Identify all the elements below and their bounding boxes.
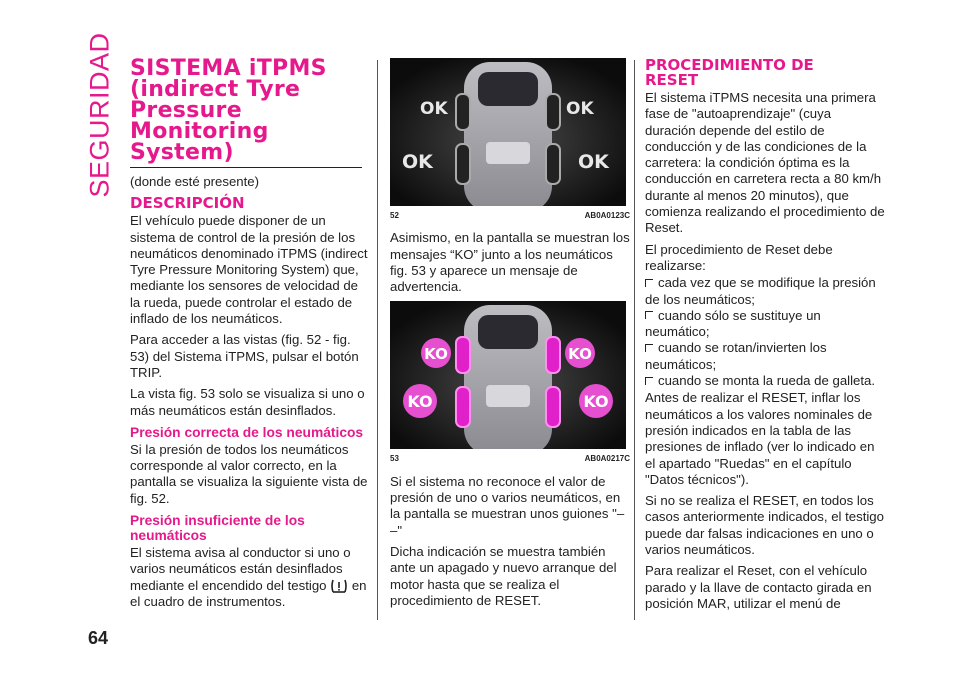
correct-pressure-heading: Presión correcta de los neumáticos xyxy=(130,424,364,440)
figure-52 xyxy=(390,58,626,206)
section-tab-label: SEGURIDAD xyxy=(84,32,115,198)
list-item-text: cuando se monta la rueda de galleta. xyxy=(658,373,876,389)
car-top-view-ko xyxy=(390,301,626,449)
column-divider xyxy=(377,60,378,620)
column-1 xyxy=(130,58,370,615)
wheel-deflated xyxy=(546,387,560,427)
figure-53 xyxy=(390,301,626,449)
page-title xyxy=(130,58,370,163)
description-heading: DESCRIPCIÓN xyxy=(130,194,245,213)
description-paragraph: La vista fig. 53 solo se visualiza si uno o más neumáticos están desinflados. xyxy=(130,386,365,418)
tyre-status-label: OK xyxy=(420,99,448,119)
tyre-status-label: KO xyxy=(568,345,592,364)
list-item xyxy=(645,275,885,308)
tyre-status-label: OK xyxy=(402,151,433,173)
wheel xyxy=(546,144,560,184)
figure-caption xyxy=(390,451,630,467)
paragraph-text: El sistema avisa al conductor si uno o varios neumáticos están desinflados mediante el encendido del testigo xyxy=(130,545,351,593)
correct-pressure-paragraph: Si la presión de todos los neumáticos corresponde al valor correcto, en la pantalla se visualiza la siguiente vista de fig. 52. xyxy=(130,441,368,506)
figure-number: 52 xyxy=(390,211,399,220)
bullet-icon xyxy=(645,377,653,385)
body-paragraph: Si el sistema no reconoce el valor de presión de uno o varios neumáticos, en la pantalla se muestran unos guiones "– –" xyxy=(390,473,625,538)
tyre-pressure-warning-icon xyxy=(330,578,348,594)
column-3 xyxy=(645,58,885,617)
heading-line: PROCEDIMIENTO DE xyxy=(645,56,814,74)
wheel-deflated xyxy=(546,337,560,373)
body-paragraph: Si no se realiza el RESET, en todos los casos anteriormente indicados, el testigo puede dar falsas indicaciones en uno o varios neumáticos. xyxy=(645,493,884,558)
list-item xyxy=(645,373,885,389)
license-plate xyxy=(486,142,530,164)
bullet-icon xyxy=(645,311,653,319)
list-item xyxy=(645,340,885,373)
bullet-icon xyxy=(645,279,653,287)
figure-code: AB0A0123C xyxy=(584,211,630,220)
body-paragraph: Dicha indicación se muestra también ante un apagado y nuevo arranque del motor hasta que se realiza el procedimiento de RESET. xyxy=(390,543,617,608)
tyre-status-label: KO xyxy=(583,392,609,412)
paragraph-text: en el cuadro de instrumentos. xyxy=(130,577,367,610)
list-item xyxy=(645,308,885,341)
car-top-view-ok xyxy=(390,58,626,206)
insufficient-pressure-paragraph xyxy=(130,545,370,610)
page-number: 64 xyxy=(88,628,109,648)
body-paragraph: El procedimiento de Reset debe realizarse: xyxy=(645,241,833,273)
heading-line: RESET xyxy=(645,71,699,89)
rear-window xyxy=(478,315,538,349)
tyre-status-label: OK xyxy=(578,151,609,173)
insufficient-pressure-heading: Presión insuficiente de los neumáticos xyxy=(130,513,305,544)
body-paragraph: Asimismo, en la pantalla se muestran los mensajes “KO” junto a los neumáticos fig. 53 y aparece un mensaje de advertencia. xyxy=(390,230,630,295)
description-paragraph: El vehículo puede disponer de un sistema de control de la presión de los neumáticos denominado iTPMS (indirect Tyre Pressure Monitoring System) que, mediante los sensores de velocidad de la rueda, puede controlar el estado de inflado de los neumáticos. xyxy=(130,213,368,327)
title-line: (indirect Tyre xyxy=(130,77,301,102)
list-item-text: cada vez que se modifique la presión de los neumáticos; xyxy=(645,275,876,307)
license-plate xyxy=(486,385,530,407)
wheel xyxy=(456,144,470,184)
title-line: Monitoring System) xyxy=(130,119,269,165)
figure-number: 53 xyxy=(390,454,399,464)
body-paragraph: El sistema iTPMS necesita una primera fase de "autoaprendizaje" (cuya duración depende del estilo de conducción y de las condiciones de la carretera: la condición óptima es la conducción en carretera recta a 80 km/h durante al menos 20 minutos), que comienza realizando el procedimiento de Reset. xyxy=(645,90,885,236)
column-2 xyxy=(390,58,630,614)
wheel-deflated xyxy=(456,337,470,373)
description-paragraph: Para acceder a las vistas (fig. 52 - fig. 53) del Sistema iTPMS, pulsar el botón TRIP. xyxy=(130,332,359,380)
wheel xyxy=(546,94,560,130)
reset-heading xyxy=(645,58,885,88)
tyre-status-label: KO xyxy=(407,392,433,412)
bullet-icon xyxy=(645,344,653,352)
tyre-status-label: OK xyxy=(566,99,594,119)
title-underline xyxy=(130,167,362,168)
wheel xyxy=(456,94,470,130)
tyre-status-label: KO xyxy=(424,345,448,364)
list-item-text: cuando se rotan/invierten los neumáticos; xyxy=(645,340,827,372)
figure-code: AB0A0217C xyxy=(584,454,630,464)
title-line: Pressure xyxy=(130,98,242,123)
body-paragraph: Antes de realizar el RESET, inflar los neumáticos a los valores nominales de presión indicados en la tabla de las presiones de inflado (ver lo indicado en el apartado "Ruedas" en el capítulo "Datos técnicos"). xyxy=(645,390,875,487)
figure-caption xyxy=(390,208,630,224)
title-line: SISTEMA iTPMS xyxy=(130,56,327,81)
list-item-text: cuando sólo se sustituye un neumático; xyxy=(645,307,821,340)
wheel-deflated xyxy=(456,387,470,427)
column-divider xyxy=(634,60,635,620)
section-tab xyxy=(80,32,120,198)
availability-note: (donde esté presente) xyxy=(130,174,260,189)
rear-window xyxy=(478,72,538,106)
body-paragraph: Para realizar el Reset, con el vehículo parado y la llave de contacto girada en posición MAR, utilizar el menú de xyxy=(645,563,872,611)
